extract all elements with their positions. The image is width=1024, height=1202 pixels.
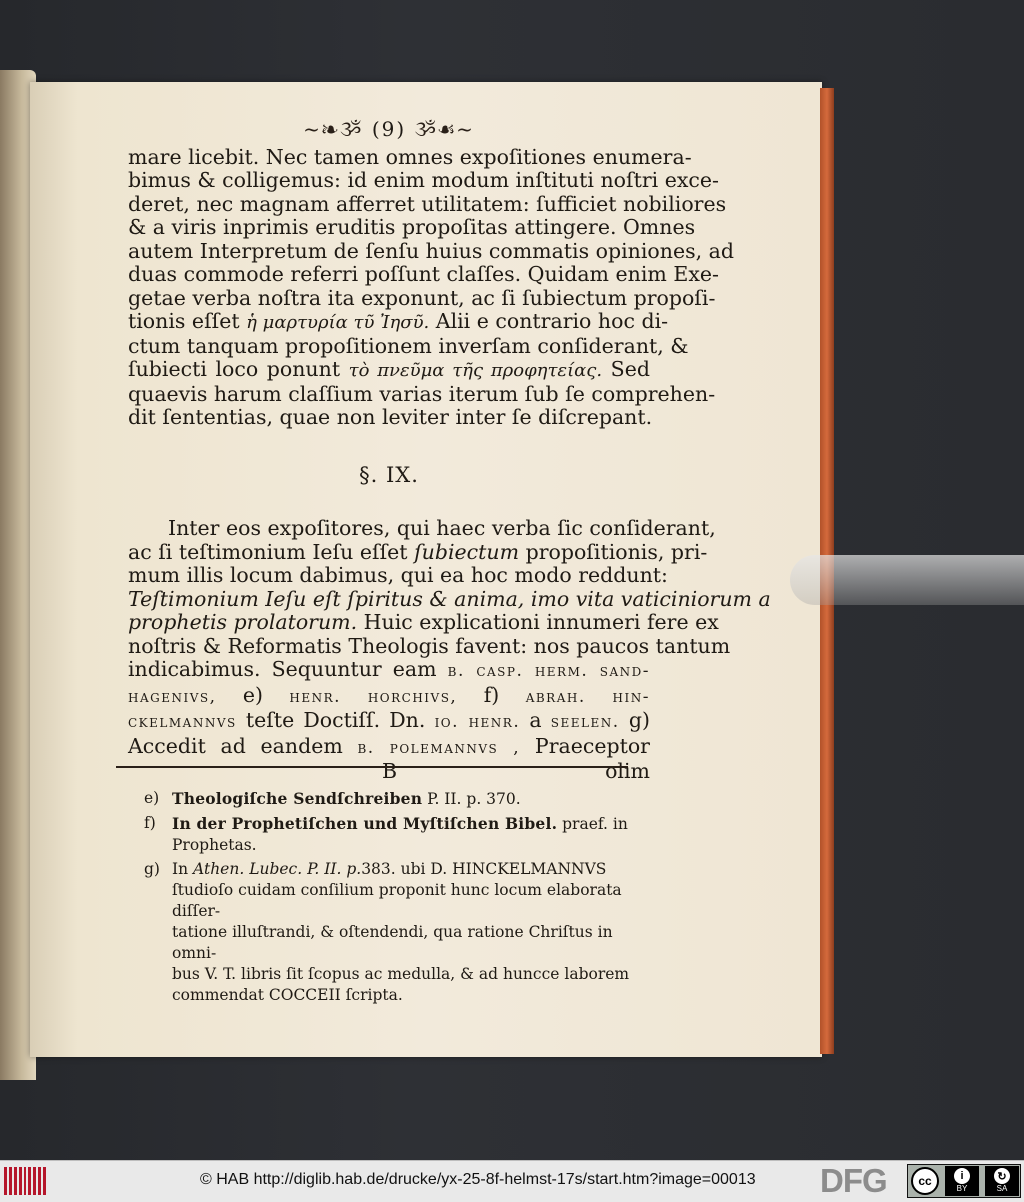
text-span: indicabimus. Sequuntur eam (128, 657, 437, 681)
signature-mark: B (382, 759, 398, 783)
fraktur-title: In der Prophetiſchen und Myſtiſchen Bibel. (172, 814, 558, 833)
text-line: ctum tanquam propoſitionem inverſam conſiderant, & (128, 333, 689, 358)
text-line (128, 610, 719, 635)
glass-reflection (790, 555, 1024, 605)
text-line (128, 309, 669, 335)
text-span: tionis eſſet (128, 309, 240, 333)
text-span: Accedit ad eandem (128, 733, 343, 758)
text-line: dit ſententias, quae non leviter inter ſe diſcrepant. (128, 405, 653, 429)
text-line: bimus & colligemus: id enim modum inſtituti noſtri exce- (128, 168, 719, 192)
footnote-text: In (172, 860, 189, 878)
cc-sa-icon (985, 1166, 1019, 1196)
main-text (128, 117, 771, 784)
greek-text: τὸ πνεῦμα τῆς προφητείας. (348, 360, 603, 381)
cc-icon: cc (911, 1167, 939, 1195)
person-icon: i (954, 1168, 970, 1184)
text-line: getae verba noſtra ita exponunt, ac ſi ſubiectum propoſi- (128, 285, 716, 310)
small-caps-name: ckelmannvs (128, 712, 237, 732)
text-line (128, 684, 650, 710)
small-caps-name: hagenivs, (128, 686, 217, 707)
text-line: deret, nec magnam afferret utilitatem: ſufficiet nobiliores (128, 191, 727, 216)
ornament-left-icon: ~❧ૐ (303, 117, 364, 141)
cc-by-label: BY (956, 1184, 968, 1193)
footnote-text: ſtudioſo cuidam conſilium proponit hunc locum elaborata diſſer- (172, 881, 622, 920)
page-header (128, 118, 650, 142)
footnotes (144, 788, 654, 1009)
text-line (128, 539, 708, 565)
footnote-text: praef. in Prophetas. (172, 815, 628, 854)
footnote-italic: Athen. Lubec. P. II. p. (193, 860, 362, 878)
text-span: teſte Doctiſſ. Dn. (245, 708, 426, 732)
footnote-rule (116, 766, 628, 768)
cc-license-badge[interactable] (907, 1164, 1021, 1198)
footnote-text: P. II. p. 370. (427, 790, 521, 808)
text-line (128, 358, 650, 383)
viewer-footer (0, 1160, 1024, 1202)
text-line: mare licebit. Nec tamen omnes expoſitiones enumera- (128, 144, 692, 169)
catchword: olim (605, 759, 650, 783)
text-span: propoſitionis, pri- (525, 539, 708, 564)
footnote-text: commendat COCCEII ſcripta. (172, 986, 403, 1004)
text-line: autem Interpretum de ſenſu huius commatis opiniones, ad (128, 238, 734, 263)
footnote-text: 383. ubi D. HINCKELMANNVS (361, 860, 607, 878)
footnote-mark: g) (144, 860, 160, 878)
small-caps-name: b. polemannvs , (357, 737, 521, 758)
section-heading: §. IX. (359, 462, 419, 487)
ornament-right-icon: ૐ☙~ (414, 117, 475, 141)
text-span: Huic explicationi innumeri fere ex (363, 610, 719, 634)
text-line (128, 658, 650, 684)
catchword-row (128, 760, 650, 784)
footnote-f (144, 813, 654, 856)
text-line (128, 709, 650, 735)
text-line: duas commode referri poſſunt claſſes. Quidam enim Exe- (128, 262, 719, 286)
share-alike-icon: ↻ (994, 1168, 1010, 1184)
text-span: Alii e contrario hoc di- (435, 309, 669, 333)
copyright-link[interactable]: © HAB http://diglib.hab.de/drucke/yx-25-8f-helmst-17s/start.htm?image=00013 (200, 1171, 756, 1188)
text-line: quaevis harum claſſium varias iterum ſub ſe comprehen- (128, 381, 716, 406)
small-caps-name: seelen. (550, 712, 620, 732)
fraktur-title: Theologiſche Sendſchreiben (172, 789, 423, 808)
text-line: Inter eos expoſitores, qui haec verba ſic conſiderant, (168, 516, 716, 540)
text-line (128, 735, 650, 761)
footnote-text: bus V. T. libris ſit ſcopus ac medulla, & ad huncce laborem (172, 965, 630, 983)
text-line: noſtris & Reformatis Theologis favent: nos paucos tantum (128, 633, 731, 658)
text-span: ſubiecti loco ponunt (128, 357, 341, 381)
footnote-ref: g) (628, 708, 650, 732)
footnote-ref: f) (483, 682, 500, 707)
cc-by-icon (945, 1166, 979, 1196)
italic-text: ſubiectum (414, 539, 520, 564)
text-span: Sed (610, 357, 650, 381)
page-number: (9) (371, 117, 407, 141)
footnote-g (144, 859, 654, 1006)
text-span: a (529, 708, 542, 732)
footnote-ref: e) (242, 682, 264, 707)
italic-line: Teſtimonium Ieſu eſt ſpiritus & anima, imo vita vaticiniorum a (128, 586, 771, 611)
cc-sa-label: SA (996, 1184, 1008, 1193)
footnote-mark: f) (144, 814, 156, 832)
footnote-e (144, 788, 654, 810)
small-caps-name: b. casp. herm. sand- (447, 661, 650, 681)
italic-text: prophetis prolatorum. (128, 610, 358, 634)
text-span: Praeceptor (534, 733, 650, 758)
text-line: & a viris inprimis eruditis propoſitas attingere. Omnes (128, 215, 696, 239)
small-caps-name: io. henr. (434, 712, 521, 732)
dfg-logo[interactable]: DFG (820, 1162, 887, 1199)
footnote-mark: e) (144, 789, 160, 807)
small-caps-name: henr. horchivs, (289, 686, 458, 707)
greek-text: ἡ μαρτυρία τῦ Ἰησῦ. (246, 312, 430, 333)
footnote-text: tatione illuſtrandi, & oſtendendi, qua ratione Chriſtus in omni- (172, 923, 613, 962)
text-span: ac ſi teſtimonium Ieſu eſſet (128, 539, 408, 564)
text-line: mum illis locum dabimus, qui ea hoc modo reddunt: (128, 563, 668, 587)
hab-logo-icon[interactable] (4, 1167, 46, 1195)
small-caps-name: abrah. hin- (525, 686, 650, 707)
